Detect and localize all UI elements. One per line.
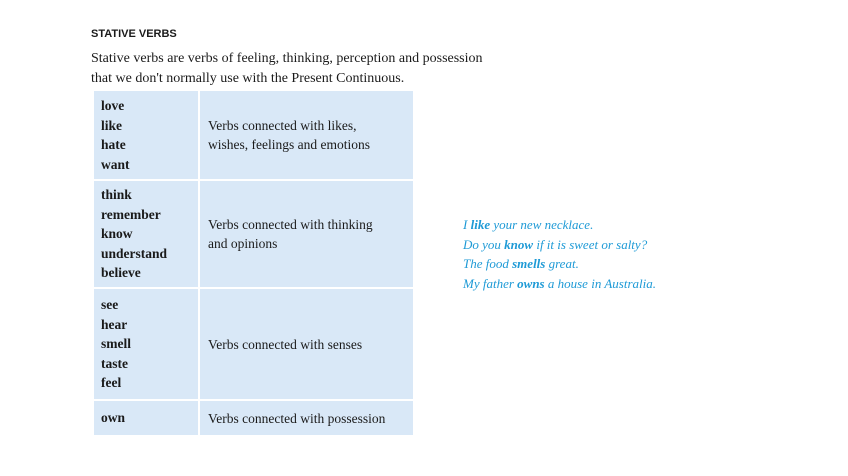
verb-item: hear xyxy=(101,316,128,332)
intro-paragraph xyxy=(91,49,531,89)
verb-list xyxy=(93,400,199,436)
example-sentence xyxy=(463,274,656,294)
example-sentence xyxy=(463,215,656,235)
description-line: and opinions xyxy=(208,236,278,251)
example-verb: smells xyxy=(512,256,546,271)
example-text: I xyxy=(463,217,471,232)
verb-item: think xyxy=(101,187,132,203)
table-row-senses xyxy=(93,288,414,400)
verb-item: understand xyxy=(101,245,168,261)
description-line: Verbs connected with likes, xyxy=(208,118,357,133)
verb-item: smell xyxy=(101,336,131,352)
verb-item: feel xyxy=(101,375,122,391)
verb-description xyxy=(199,90,414,180)
verb-item: see xyxy=(101,297,119,313)
verb-list xyxy=(93,288,199,400)
example-text: your new necklace. xyxy=(490,217,594,232)
description-line: Verbs connected with thinking xyxy=(208,217,373,232)
verb-list xyxy=(93,180,199,288)
verb-item: believe xyxy=(101,265,141,281)
example-verb: owns xyxy=(517,275,545,291)
example-text: if it is sweet or salty? xyxy=(533,236,648,252)
example-text: The food xyxy=(463,256,513,271)
example-sentences xyxy=(463,215,656,293)
verb-item: know xyxy=(101,226,133,242)
verb-list xyxy=(93,90,199,180)
verb-item: like xyxy=(101,117,123,133)
example-text: My father xyxy=(463,275,518,291)
example-sentence xyxy=(463,235,656,255)
table-row-possession xyxy=(93,400,414,436)
intro-line: that we don't normally use with the Present Continuous. xyxy=(91,71,405,86)
description-line: wishes, feelings and emotions xyxy=(208,137,370,152)
example-sentence xyxy=(463,254,656,274)
table-row-emotions xyxy=(93,90,414,180)
verb-description xyxy=(199,400,414,436)
section-heading: STATIVE VERBS xyxy=(91,28,177,40)
verb-item: taste xyxy=(101,355,128,371)
verb-description xyxy=(199,288,414,400)
stative-verbs-table xyxy=(92,89,415,437)
example-text: Do you xyxy=(463,236,505,252)
verb-item: own xyxy=(101,410,126,426)
table-row-thinking xyxy=(93,180,414,288)
description-line: Verbs connected with possession xyxy=(208,410,386,426)
description-line: Verbs connected with senses xyxy=(208,336,363,352)
example-verb: like xyxy=(470,217,491,232)
verb-item: remember xyxy=(101,206,161,222)
verb-item: hate xyxy=(101,137,126,152)
example-text: a house in Australia. xyxy=(544,275,656,291)
verb-item: want xyxy=(101,156,130,172)
verb-description xyxy=(199,180,414,288)
example-text: great. xyxy=(545,256,579,271)
intro-line: Stative verbs are verbs of feeling, thinking, perception and possession xyxy=(91,51,483,66)
example-verb: know xyxy=(504,236,534,252)
verb-item: love xyxy=(101,98,125,113)
